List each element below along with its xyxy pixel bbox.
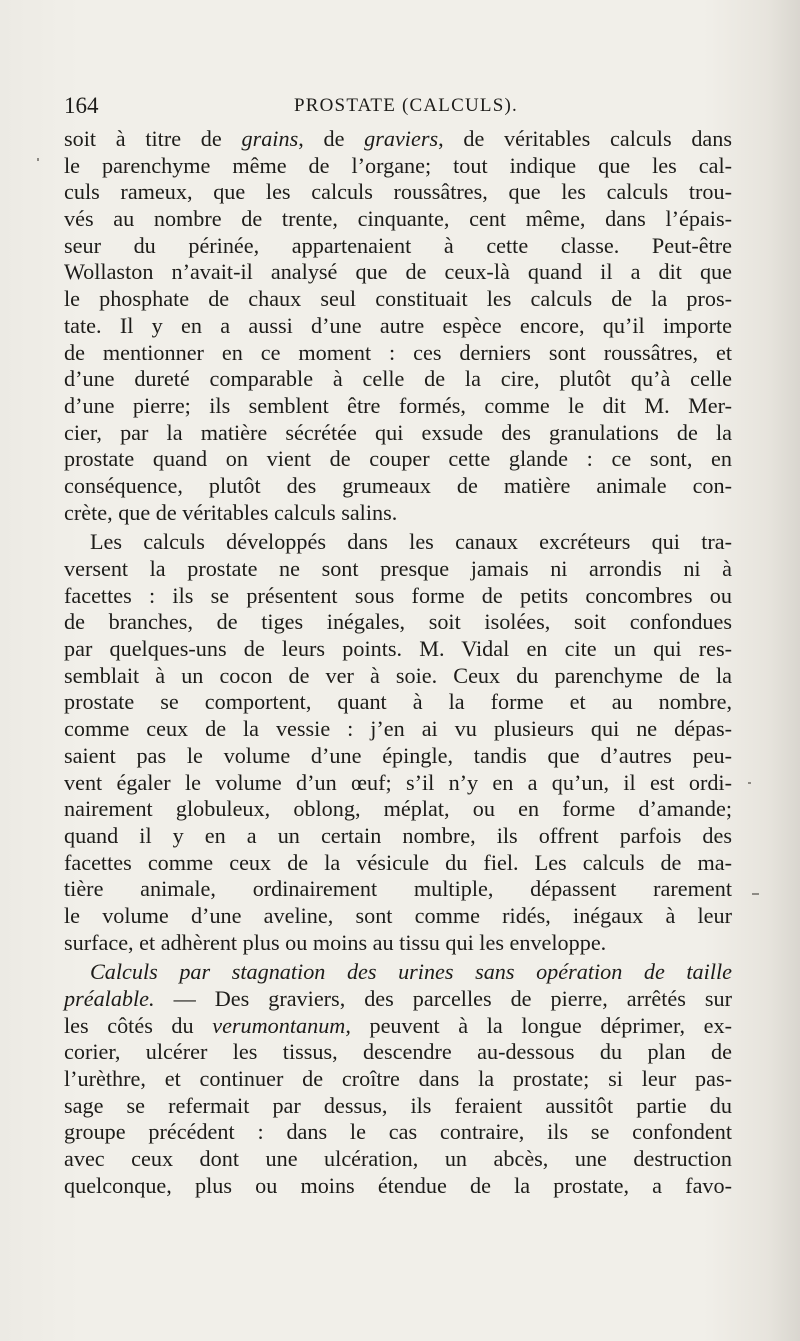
text-line — [64, 500, 732, 527]
italic-segment: grains — [241, 126, 299, 151]
text-segment: saient pas le volume d’une épingle, tandis que d’autres peu- — [64, 742, 732, 768]
text-line — [64, 153, 732, 180]
text-segment: le phosphate de chaux seul constituait les calculs de la pros- — [64, 286, 732, 312]
text-line — [64, 1093, 732, 1120]
text-line — [64, 850, 732, 877]
text-segment: les côtés du — [64, 1012, 213, 1038]
text-line — [64, 1173, 732, 1200]
text-segment: quand il y en a un certain nombre, ils offrent parfois des — [64, 822, 732, 848]
text-line — [64, 663, 732, 690]
italic-segment: préalable. — [64, 986, 155, 1011]
text-segment: peuvent à la longue déprimer, ex- — [350, 1012, 732, 1038]
text-line — [64, 609, 732, 636]
text-line — [64, 743, 732, 770]
text-segment: vés au nombre de trente, cinquante, cent même, dans l’épais- — [64, 206, 732, 232]
italic-segment: Calculs par stagnation des urines sans opération de taille — [90, 959, 732, 985]
text-segment: comme ceux de la vessie : j’en ai vu plusieurs qui ne dépas- — [64, 716, 732, 742]
text-segment: de branches, de tiges inégales, soit isolées, soit confondues — [64, 609, 732, 635]
text-line — [64, 823, 732, 850]
text-segment: culs rameux, que les calculs roussâtres, que les calculs trou- — [64, 179, 732, 205]
body-text — [64, 126, 732, 1200]
text-line — [64, 930, 732, 957]
text-segment: soit à titre de — [64, 126, 242, 151]
page-number: 164 — [64, 93, 99, 118]
text-line — [64, 689, 732, 716]
text-line — [64, 420, 732, 447]
text-line — [64, 206, 732, 233]
text-line — [64, 1066, 732, 1093]
text-segment: tate. Il y en a aussi d’une autre espèce encore, qu’il importe — [64, 312, 732, 338]
text-line — [64, 1039, 732, 1066]
text-line — [64, 986, 732, 1013]
text-segment: de mentionner en ce moment : ces derniers sont roussâtres, et — [64, 339, 732, 365]
text-segment: par quelques-uns de leurs points. M. Vidal en cite un qui res- — [64, 636, 732, 662]
text-line — [64, 259, 732, 286]
text-line — [64, 1119, 732, 1146]
text-line — [64, 1013, 732, 1040]
text-segment: seur du périnée, appartenaient à cette classe. Peut-être — [64, 232, 732, 258]
text-line — [64, 366, 732, 393]
text-segment: sage se refermait par dessus, ils feraient aussitôt partie du — [64, 1092, 732, 1118]
text-segment: facettes comme ceux de la vésicule du fiel. Les calculs de ma- — [64, 849, 732, 875]
text-segment: d’une dureté comparable à celle de la cire, plutôt qu’à celle — [64, 366, 732, 392]
text-line — [64, 446, 732, 473]
text-line — [64, 179, 732, 206]
text-segment: Wollaston n’avait-il analysé que de ceux-là quand il a dit que — [64, 259, 732, 285]
running-head: PROSTATE (CALCULS). — [294, 95, 518, 116]
text-line — [64, 959, 732, 986]
text-line — [64, 340, 732, 367]
text-line — [64, 556, 732, 583]
margin-speck — [752, 893, 759, 895]
text-segment: semblait à un cocon de ver à soie. Ceux du parenchyme de la — [64, 662, 732, 688]
text-line — [64, 770, 732, 797]
text-segment: conséquence, plutôt des grumeaux de matière animale con- — [64, 472, 732, 498]
text-segment: — Des graviers, des parcelles de pierre, arrêtés sur — [154, 986, 732, 1011]
text-segment: versent la prostate ne sont presque jamais ni arrondis ni à — [64, 556, 732, 581]
text-segment: crète, que de véritables calculs salins. — [64, 499, 398, 525]
text-segment: Les calculs développés dans les canaux excréteurs qui tra- — [90, 529, 732, 555]
text-line — [64, 393, 732, 420]
text-line — [64, 796, 732, 823]
text-segment: d’une pierre; ils semblent être formés, comme le dit M. Mer- — [64, 392, 732, 418]
page-header — [64, 88, 732, 124]
text-segment: corier, ulcérer les tissus, descendre au-dessous du plan de — [64, 1039, 732, 1065]
text-line — [64, 286, 732, 313]
text-segment: , de — [298, 126, 365, 151]
text-segment: , de véritables calculs dans — [438, 126, 732, 151]
text-segment: quelconque, plus ou moins étendue de la prostate, a favo- — [64, 1172, 732, 1198]
italic-segment: verumontanum, — [212, 1012, 351, 1038]
text-segment: groupe précédent : dans le cas contraire, ils se confondent — [64, 1119, 732, 1145]
margin-speck — [37, 158, 39, 161]
text-segment: avec ceux dont une ulcération, un abcès, une destruction — [64, 1146, 732, 1172]
text-line — [64, 716, 732, 743]
margin-speck — [748, 782, 751, 784]
text-line — [64, 313, 732, 340]
text-line — [64, 529, 732, 556]
text-line — [64, 126, 732, 153]
text-segment: nairement globuleux, oblong, méplat, ou en forme d’amande; — [64, 796, 732, 822]
text-line — [64, 1146, 732, 1173]
text-line — [64, 473, 732, 500]
text-segment: facettes : ils se présentent sous forme de petits concombres ou — [64, 582, 732, 608]
text-segment: le volume d’une aveline, sont comme ridés, inégaux à leur — [64, 902, 732, 928]
text-segment: cier, par la matière sécrétée qui exsude des granulations de la — [64, 419, 732, 445]
text-line — [64, 903, 732, 930]
text-segment: surface, et adhèrent plus ou moins au tissu qui les enveloppe. — [64, 929, 607, 955]
text-segment: vent égaler le volume d’un œuf; s’il n’y en a qu’un, il est ordi- — [64, 769, 732, 795]
text-segment: prostate se comportent, quant à la forme et au nombre, — [64, 689, 732, 715]
text-line — [64, 233, 732, 260]
text-segment: le parenchyme même de l’organe; tout indique que les cal- — [64, 152, 732, 178]
text-line — [64, 636, 732, 663]
text-line — [64, 876, 732, 903]
text-line — [64, 583, 732, 610]
italic-segment: graviers — [364, 126, 439, 151]
text-segment: l’urèthre, et continuer de croître dans la prostate; si leur pas- — [64, 1066, 732, 1092]
text-segment: tière animale, ordinairement multiple, dépassent rarement — [64, 876, 732, 902]
text-segment: prostate quand on vient de couper cette glande : ce sont, en — [64, 446, 732, 472]
